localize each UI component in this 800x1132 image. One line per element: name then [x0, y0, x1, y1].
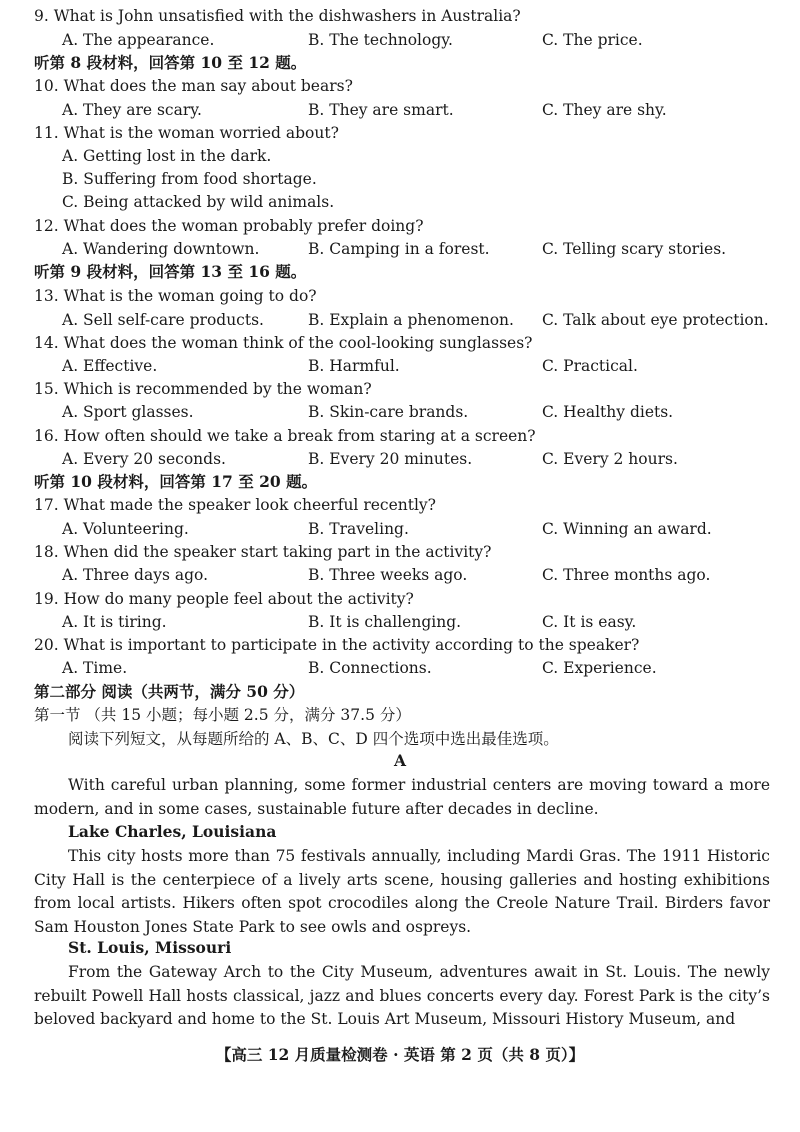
- option-b: B. Skin-care brands.: [308, 403, 469, 421]
- passage-paragraph-1: This city hosts more than 75 festivals annually, including Mardi Gras. The 1911 Historic City Hall is the centerpiece of a lively arts scene, housing galleries and hosting exhibitions from local artists. Hikers often spot crocodiles along the Creole Nature Trail. Birders favor Sam Houston Jones State Park to see owls and ospreys.: [34, 847, 770, 936]
- passage-intro: With careful urban planning, some former industrial centers are moving toward a more modern, and in some cases, sustainable future after decades in decline.: [34, 776, 770, 818]
- passage-heading-2: St. Louis, Missouri: [68, 938, 232, 957]
- passage-heading-1: Lake Charles, Louisiana: [68, 822, 277, 841]
- option-c: C. Healthy diets.: [542, 403, 674, 421]
- option-b: B. Suffering from food shortage.: [62, 170, 317, 188]
- option-c: C. Talk about eye protection.: [542, 311, 769, 329]
- option-a: A. Effective.: [62, 357, 158, 375]
- option-a: A. The appearance.: [62, 31, 215, 49]
- option-c: C. Experience.: [542, 659, 657, 677]
- option-b: B. Three weeks ago.: [308, 566, 468, 584]
- option-c: C. Every 2 hours.: [542, 450, 678, 468]
- option-b: B. The technology.: [308, 31, 453, 49]
- options-18: [62, 565, 782, 585]
- question-11: 11. What is the woman worried about?: [34, 124, 339, 142]
- option-b: B. They are smart.: [308, 101, 454, 119]
- options-19: [62, 612, 782, 632]
- section-8-instruction: 听第 8 段材料，回答第 10 至 12 题。: [34, 53, 307, 72]
- option-b: B. Camping in a forest.: [308, 240, 490, 258]
- options-15: [62, 402, 782, 422]
- question-9: 9. What is John unsatisfied with the dishwashers in Australia?: [34, 7, 521, 25]
- question-10: 10. What does the man say about bears?: [34, 77, 353, 95]
- option-a: A. Volunteering.: [62, 520, 189, 538]
- options-10: [62, 100, 782, 120]
- part-2-title: 第二部分 阅读（共两节，满分 50 分）: [34, 682, 305, 701]
- section-1-title: 第一节 （共 15 小题；每小题 2.5 分，满分 37.5 分）: [34, 706, 411, 724]
- question-15: 15. Which is recommended by the woman?: [34, 380, 372, 398]
- options-14: [62, 356, 782, 376]
- option-c: C. The price.: [542, 31, 643, 49]
- options-17: [62, 519, 782, 539]
- option-c: C. Winning an award.: [542, 520, 712, 538]
- options-16: [62, 449, 782, 469]
- question-14: 14. What does the woman think of the cool-looking sunglasses?: [34, 334, 533, 352]
- question-19: 19. How do many people feel about the activity?: [34, 590, 414, 608]
- option-c: C. They are shy.: [542, 101, 667, 119]
- option-a: A. Three days ago.: [62, 566, 209, 584]
- option-a: A. Time.: [62, 659, 128, 677]
- option-b: B. Connections.: [308, 659, 432, 677]
- question-20: 20. What is important to participate in the activity according to the speaker?: [34, 636, 640, 654]
- passage-letter: A: [393, 751, 407, 770]
- options-13: [62, 310, 782, 330]
- option-b: B. Every 20 minutes.: [308, 450, 473, 468]
- option-c: C. Being attacked by wild animals.: [62, 193, 335, 211]
- question-12: 12. What does the woman probably prefer doing?: [34, 217, 424, 235]
- option-a: A. Wandering downtown.: [62, 240, 260, 258]
- option-a: A. Getting lost in the dark.: [62, 147, 272, 165]
- options-20: [62, 658, 782, 678]
- reading-instruction: 阅读下列短文，从每题所给的 A、B、C、D 四个选项中选出最佳选项。: [68, 730, 559, 748]
- option-b: B. Traveling.: [308, 520, 409, 538]
- option-a: A. Sell self-care products.: [62, 311, 264, 329]
- page-footer: 【高三 12 月质量检测卷 · 英语 第 2 页（共 8 页）】: [215, 1045, 585, 1064]
- option-c: C. Three months ago.: [542, 566, 711, 584]
- option-b: B. It is challenging.: [308, 613, 462, 631]
- question-16: 16. How often should we take a break from staring at a screen?: [34, 427, 536, 445]
- option-b: B. Harmful.: [308, 357, 400, 375]
- question-13: 13. What is the woman going to do?: [34, 287, 317, 305]
- question-18: 18. When did the speaker start taking part in the activity?: [34, 543, 492, 561]
- section-10-instruction: 听第 10 段材料，回答第 17 至 20 题。: [34, 472, 318, 491]
- passage-paragraph-2: From the Gateway Arch to the City Museum, adventures await in St. Louis. The newly rebuilt Powell Hall hosts classical, jazz and blues concerts every day. Forest Park is the city’s beloved backyard and home to the St. Louis Art Museum, Missouri History Museum, and: [34, 963, 770, 1029]
- option-c: C. It is easy.: [542, 613, 637, 631]
- option-c: C. Telling scary stories.: [542, 240, 727, 258]
- option-b: B. Explain a phenomenon.: [308, 311, 514, 329]
- question-17: 17. What made the speaker look cheerful recently?: [34, 496, 436, 514]
- section-9-instruction: 听第 9 段材料，回答第 13 至 16 题。: [34, 262, 307, 281]
- options-12: [62, 239, 782, 259]
- option-a: A. It is tiring.: [62, 613, 167, 631]
- option-a: A. Sport glasses.: [62, 403, 194, 421]
- option-a: A. Every 20 seconds.: [62, 450, 226, 468]
- option-c: C. Practical.: [542, 357, 638, 375]
- option-a: A. They are scary.: [62, 101, 202, 119]
- options-9: [62, 30, 782, 50]
